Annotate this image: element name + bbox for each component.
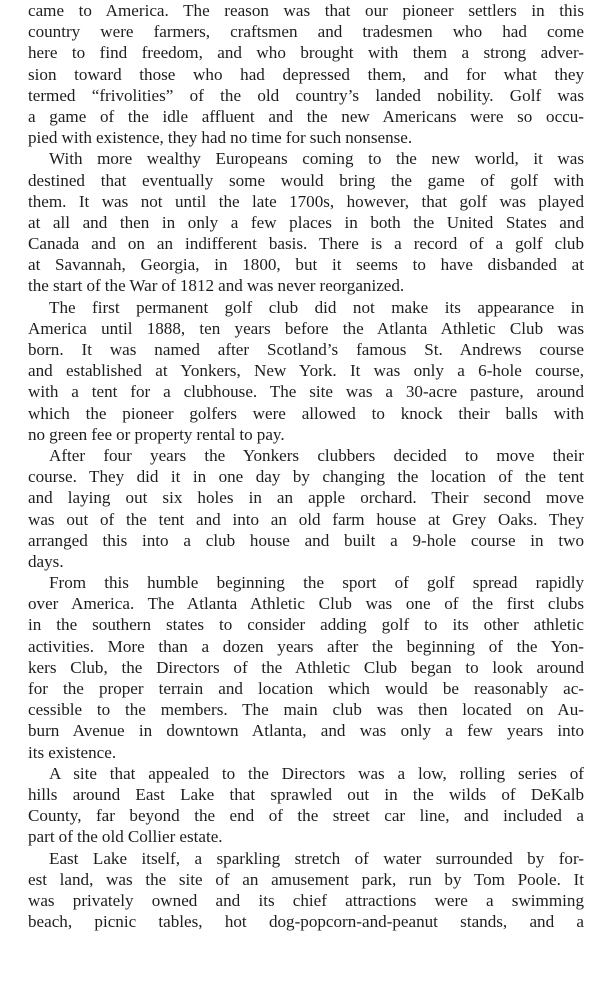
text-line: Canada and on an indifferent basis. There is a record of a golf club <box>28 234 584 254</box>
text-line: est land, was the site of an amusement park, run by Tom Poole. It <box>28 869 584 889</box>
paragraph-5 <box>28 572 584 763</box>
text-line: country were farmers, craftsmen and tradesmen who had come <box>28 22 584 42</box>
text-line: County, far beyond the end of the street car line, and included a <box>28 806 584 826</box>
text-line: a game of the idle affluent and the new Americans were so occu- <box>28 106 584 126</box>
text-line: its existence. <box>28 742 117 762</box>
text-line: pied with existence, they had no time for such nonsense. <box>28 128 413 148</box>
text-line: with a tent for a clubhouse. The site was a 30-acre pasture, around <box>28 382 584 402</box>
text-line: them. It was not until the late 1700s, however, that golf was played <box>28 191 584 211</box>
text-line: activities. More than a dozen years after the beginning of the Yon- <box>28 636 584 656</box>
text-line: the start of the War of 1812 and was never reorganized. <box>28 276 405 296</box>
text-line: America until 1888, ten years before the Atlanta Athletic Club was <box>28 318 584 338</box>
text-line: beach, picnic tables, hot dog-popcorn-and-peanut stands, and a <box>28 912 584 932</box>
text-line: cessible to the members. The main club was then located on Au- <box>28 700 584 720</box>
text-line: destined that eventually some would bring the game of golf with <box>28 170 584 190</box>
text-line: was out of the tent and into an old farm house at Grey Oaks. They <box>28 509 584 529</box>
text-line: came to America. The reason was that our pioneer settlers in this <box>28 1 584 20</box>
text-line: sion toward those who had depressed them, and for what they <box>28 64 584 84</box>
text-line: East Lake itself, a sparkling stretch of water surrounded by for- <box>49 848 584 868</box>
body-text <box>28 0 584 932</box>
text-line: which the pioneer golfers were allowed to knock their balls with <box>28 403 584 423</box>
text-line: at Savannah, Georgia, in 1800, but it seems to have disbanded at <box>28 255 584 275</box>
text-line: for the proper terrain and location which would be reasonably ac- <box>28 679 584 698</box>
text-line: in the southern states to consider adding golf to its other athletic <box>28 615 584 635</box>
text-line: days. <box>28 551 64 571</box>
text-line: and established at Yonkers, New York. It was only a 6-hole course, <box>28 361 584 381</box>
paragraph-4 <box>28 445 584 572</box>
text-line: kers Club, the Directors of the Athletic Club began to look around <box>28 657 584 677</box>
text-line: at all and then in only a few places in both the United States and <box>28 212 584 232</box>
text-line: was privately owned and its chief attractions were a swimming <box>28 890 584 910</box>
text-line: termed “frivolities” of the old country’s landed nobility. Golf was <box>28 85 584 105</box>
text-line: part of the old Collier estate. <box>28 827 223 847</box>
text-line: hills around East Lake that sprawled out in the wilds of DeKalb <box>28 784 584 804</box>
paragraph-6 <box>28 763 584 848</box>
text-line: no green fee or property rental to pay. <box>28 424 285 444</box>
text-line: burn Avenue in downtown Atlanta, and was only a few years into <box>28 721 584 741</box>
text-line: born. It was named after Scotland’s famous St. Andrews course <box>28 340 584 359</box>
paragraph-2 <box>28 148 584 296</box>
paragraph-7 <box>28 848 584 933</box>
text-line: The first permanent golf club did not make its appearance in <box>49 297 584 317</box>
text-line: arranged this into a club house and built a 9-hole course in two <box>28 530 584 550</box>
text-line: After four years the Yonkers clubbers decided to move their <box>49 445 584 465</box>
text-line: over America. The Atlanta Athletic Club was one of the first clubs <box>28 594 584 614</box>
text-line: and laying out six holes in an apple orchard. Their second move <box>28 488 584 508</box>
text-line: With more wealthy Europeans coming to the new world, it was <box>49 149 584 169</box>
text-line: A site that appealed to the Directors was a low, rolling series of <box>49 763 584 783</box>
text-line: course. They did it in one day by changing the location of the tent <box>28 467 584 487</box>
paragraph-3 <box>28 297 584 445</box>
paragraph-1 <box>28 0 584 148</box>
text-line: here to find freedom, and who brought with them a strong adver- <box>28 43 584 63</box>
text-line: From this humble beginning the sport of golf spread rapidly <box>49 573 584 593</box>
